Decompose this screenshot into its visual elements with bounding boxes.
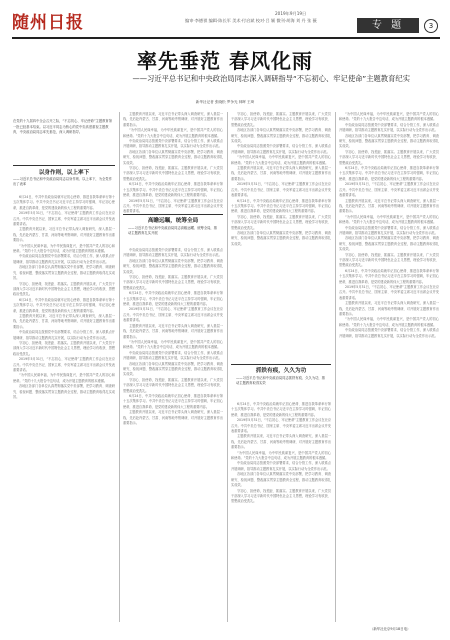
section-quote-2: ——习近平总书记和中央政治局同志高瞻远瞩、统筹全局，推动主题教育扎实开展 xyxy=(128,226,218,236)
paragraph: 各地区各部门各单位认真贯彻落实党中央部署，把学习教育、调查研究、检视问题、整改落实贯穿主题教育全过程，推动主题教育取得扎实成效。 xyxy=(123,361,223,377)
paragraph: 各地区各部门各单位认真贯彻落实党中央部署，把学习教育、调查研究、检视问题、整改落实贯穿主题教育全过程，推动主题教育取得扎实成效。 xyxy=(13,384,115,400)
paragraph: 2019年5月31日，“不忘初心、牢记使命”主题教育工作会议在北京召开。中共中央总书记、国家主席、中央军委主席习近平出席会议并发表重要讲话。 xyxy=(339,285,439,300)
paragraph: 6月24日，中共中央政治局就牢记初心使命、推进自我革命举行第十五次集体学习。中共中央总书记习近平在主持学习时强调，牢记初心使命，推进自我革命，是党的建设新的伟大工程的重要内容。 xyxy=(231,198,331,214)
paragraph: 6月24日，中共中央政治局就牢记初心使命、推进自我革命举行第十五次集体学习。中共中央总书记习近平在主持学习时强调，牢记初心使命，推进自我革命，是党的建设新的伟大工程的重要内容。 xyxy=(13,195,115,210)
paragraph: 守初心、担使命，找差距、抓落实。主题教育开展以来，广大党员干部深入学习习近平新时代中国特色社会主义思想，理论学习有收获、思想政治受洗礼。 xyxy=(123,166,223,181)
article-intro: 在党的十九届四中全会召开之际，“不忘初心、牢记使命”主题教育第一批已经基本结束。以习近平同志为核心的党中央高度重视主题教育，中央政治局同志率先垂范，深入调研指导。 xyxy=(13,119,113,135)
paragraph: “为中国人民谋幸福，为中华民族谋复兴，是中国共产党人的初心和使命。”党的十九大报告中这句话，成为开展主题教育的根本遵循。 xyxy=(231,155,331,165)
paragraph: 各地区各部门各单位认真贯彻落实党中央部署，把学习教育、调查研究、检视问题、整改落实贯穿主题教育全过程，推动主题教育取得扎实成效。 xyxy=(231,230,331,246)
paragraph: “为中国人民谋幸福，为中华民族谋复兴，是中国共产党人的初心和使命。”党的十九大报告中这句话，成为开展主题教育的根本遵循。 xyxy=(123,128,223,138)
text-column-4 xyxy=(339,112,439,620)
paragraph: 守初心、担使命，找差距、抓落实。主题教育开展以来，广大党员干部深入学习习近平新时代中国特色社会主义思想，理论学习有收获、思想政治受洗礼。 xyxy=(231,112,331,127)
newspaper-logo: 随州日报 xyxy=(12,13,84,33)
paragraph: “为中国人民谋幸福，为中华民族谋复兴，是中国共产党人的初心和使命。”党的十九大报告中这句话，成为开展主题教育的根本遵循。 xyxy=(339,112,439,122)
paragraph: 各地区各部门各单位认真贯彻落实党中央部署，把学习教育、调查研究、检视问题、整改落实贯穿主题教育全过程，推动主题教育取得扎实成效。 xyxy=(231,128,331,144)
section-label: 专 题 xyxy=(357,18,419,33)
issue-date: 2019年9月19日 xyxy=(275,11,307,16)
column-divider xyxy=(227,112,228,622)
paragraph: 2019年5月31日，“不忘初心、牢记使命”主题教育工作会议在北京召开。中共中央总书记、国家主席、中央军委主席习近平出席会议并发表重要讲话。 xyxy=(231,418,331,434)
paragraph: 主题教育开展以来，习近平总书记带头深入调查研究，深入基层一线，先后赴内蒙古、甘肃、河南等地考察调研，对开展好主题教育作出重要指示。 xyxy=(13,313,115,329)
text-column-1 xyxy=(13,195,115,620)
section-title-2: 高瞻远瞩，统筹全局 xyxy=(147,218,199,224)
paragraph: 主题教育开展以来，习近平总书记带头深入调查研究，深入基层一线，先后赴内蒙古、甘肃、河南等地考察调研，对开展好主题教育作出重要指示。 xyxy=(13,227,115,243)
paragraph: “为中国人民谋幸福，为中华民族谋复兴，是中国共产党人的初心和使命。”党的十九大报告中这句话，成为开展主题教育的根本遵循。 xyxy=(13,243,115,254)
paragraph: 中央政治局同志按照党中央部署要求，结合分管工作，深入联系点开展调研，指导推动主题教育扎实开展，以实际行动为全党作出示范。 xyxy=(123,350,223,361)
text-column-2-bottom xyxy=(123,248,223,622)
paragraph: 中央政治局同志按照党中央部署要求，结合分管工作，深入联系点开展调研，指导推动主题教育扎实开展，以实际行动为全党作出示范。 xyxy=(231,144,331,154)
paragraph: 6月24日，中共中央政治局就牢记初心使命、推进自我革命举行第十五次集体学习。中共中央总书记习近平在主持学习时强调，牢记初心使命，推进自我革命，是党的建设新的伟大工程的重要内容。 xyxy=(339,166,439,181)
paragraph: 2019年5月31日，“不忘初心、牢记使命”主题教育工作会议在北京召开。中共中央总书记、国家主席、中央军委主席习近平出席会议并发表重要讲话。 xyxy=(339,182,439,198)
paragraph: 6月24日，中共中央政治局就牢记初心使命、推进自我革命举行第十五次集体学习。中共中央总书记习近平在主持学习时强调，牢记初心使命，推进自我革命，是党的建设新的伟大工程的重要内容。 xyxy=(339,268,439,284)
section-title-1: 以身作则，以上率下 xyxy=(38,170,90,176)
paragraph: “为中国人民谋幸福，为中华民族谋复兴，是中国共产党人的初心和使命。”党的十九大报告中这句话，成为开展主题教育的根本遵循。 xyxy=(123,339,223,350)
paragraph: “为中国人民谋幸福，为中华民族谋复兴，是中国共产党人的初心和使命。”党的十九大报告中这句话，成为开展主题教育的根本遵循。 xyxy=(339,317,439,327)
paragraph: 2019年5月31日，“不忘初心、牢记使命”主题教育工作会议在北京召开。中共中央总书记、国家主席、中央军委主席习近平出席会议并发表重要讲话。 xyxy=(231,182,331,198)
paragraph: 2019年5月31日，“不忘初心、牢记使命”主题教育工作会议在北京召开。中共中央总书记、国家主席、中央军委主席习近平出席会议并发表重要讲话。 xyxy=(13,357,115,372)
text-column-3-bottom xyxy=(231,402,331,622)
subheadline: ——习近平总书记和中央政治局同志深入调研指导“不忘初心、牢记使命”主题教育纪实 xyxy=(132,74,410,83)
paragraph: 守初心、担使命，找差距、抓落实。主题教育开展以来，广大党员干部深入学习习近平新时代中国特色社会主义思想，理论学习有收获、思想政治受洗礼。 xyxy=(123,377,223,393)
section-rule xyxy=(123,214,223,215)
paragraph: 主题教育开展以来，习近平总书记带头深入调查研究，深入基层一线，先后赴内蒙古、甘肃、河南等地考察调研，对开展好主题教育作出重要指示。 xyxy=(123,323,223,339)
paragraph: “为中国人民谋幸福，为中华民族谋复兴，是中国共产党人的初心和使命。”党的十九大报告中这句话，成为开展主题教育的根本遵循。 xyxy=(231,450,331,461)
paragraph: 主题教育开展以来，习近平总书记带头深入调查研究，深入基层一线，先后赴内蒙古、甘肃、河南等地考察调研，对开展好主题教育作出重要指示。 xyxy=(123,410,223,425)
section-rule xyxy=(13,165,115,166)
section-quote-3: ——习近平总书记和中央政治局同志抓铁有痕、久久为功，推动主题教育取得实效 xyxy=(236,376,326,386)
paragraph: 6月24日，中共中央政治局就牢记初心使命、推进自我革命举行第十五次集体学习。中共中央总书记习近平在主持学习时强调，牢记初心使命，推进自我革命，是党的建设新的伟大工程的重要内容。 xyxy=(13,297,115,313)
paragraph: 各地区各部门各单位认真贯彻落实党中央部署，把学习教育、调查研究、检视问题、整改落实贯穿主题教育全过程，推动主题教育取得扎实成效。 xyxy=(123,258,223,274)
paragraph: 主题教育开展以来，习近平总书记带头深入调查研究，深入基层一线，先后赴内蒙古、甘肃、河南等地考察调研，对开展好主题教育作出重要指示。 xyxy=(339,198,439,214)
paragraph: 各地区各部门各单位认真贯彻落实党中央部署，把学习教育、调查研究、检视问题、整改落实贯穿主题教育全过程，推动主题教育取得扎实成效。 xyxy=(123,149,223,165)
editor-line: 编审·李德祺 编辑·陈长军 美术·付启斌 校对·吕 颖 微刊·胡海 刘 丹 张 薇 xyxy=(185,18,317,23)
section-title-3: 抓铁有痕，久久为功 xyxy=(255,368,307,374)
masthead-rule xyxy=(12,37,440,39)
masthead xyxy=(0,0,450,40)
paragraph: 主题教育开展以来，习近平总书记带头深入调查研究，深入基层一线，先后赴内蒙古、甘肃、河南等地考察调研，对开展好主题教育作出重要指示。 xyxy=(123,112,223,127)
paragraph: 主题教育开展以来，习近平总书记带头深入调查研究，深入基层一线，先后赴内蒙古、甘肃、河南等地考察调研，对开展好主题教育作出重要指示。 xyxy=(339,301,439,317)
paragraph: 中央政治局同志按照党中央部署要求，结合分管工作，深入联系点开展调研，指导推动主题教育扎实开展，以实际行动为全党作出示范。 xyxy=(123,248,223,258)
article-footer: （新华社北京9月18日电） xyxy=(370,627,411,631)
paragraph: 中央政治局同志按照党中央部署要求，结合分管工作，深入联系点开展调研，指导推动主题教育扎实开展，以实际行动为全党作出示范。 xyxy=(339,328,439,338)
paragraph: 6月24日，中共中央政治局就牢记初心使命、推进自我革命举行第十五次集体学习。中共中央总书记习近平在主持学习时强调，牢记初心使命，推进自我革命，是党的建设新的伟大工程的重要内容。 xyxy=(123,182,223,198)
column-divider xyxy=(335,112,336,622)
paragraph: 2019年5月31日，“不忘初心、牢记使命”主题教育工作会议在北京召开。中共中央总书记、国家主席、中央军委主席习近平出席会议并发表重要讲话。 xyxy=(123,307,223,323)
paragraph: 守初心、担使命，找差距、抓落实。主题教育开展以来，广大党员干部深入学习习近平新时代中国特色社会主义思想，理论学习有收获、思想政治受洗礼。 xyxy=(13,340,115,356)
paragraph: 2019年5月31日，“不忘初心、牢记使命”主题教育工作会议在北京召开。中共中央总书记、国家主席、中央军委主席习近平出席会议并发表重要讲话。 xyxy=(123,198,223,214)
paragraph: 主题教育开展以来，习近平总书记带头深入调查研究，深入基层一线，先后赴内蒙古、甘肃、河南等地考察调研，对开展好主题教育作出重要指示。 xyxy=(231,434,331,450)
paragraph: 6月24日，中共中央政治局就牢记初心使命、推进自我革命举行第十五次集体学习。中共中央总书记习近平在主持学习时强调，牢记初心使命，推进自我革命，是党的建设新的伟大工程的重要内容。 xyxy=(123,393,223,409)
paragraph: 主题教育开展以来，习近平总书记带头深入调查研究，深入基层一线，先后赴内蒙古、甘肃、河南等地考察调研，对开展好主题教育作出重要指示。 xyxy=(231,166,331,181)
paragraph: 各地区各部门各单位认真贯彻落实党中央部署，把学习教育、调查研究、检视问题、整改落实贯穿主题教育全过程，推动主题教育取得扎实成效。 xyxy=(13,265,115,281)
paragraph: 中央政治局同志按照党中央部署要求，结合分管工作，深入联系点开展调研，指导推动主题教育扎实开展，以实际行动为全党作出示范。 xyxy=(13,330,115,340)
paragraph: 中央政治局同志按照党中央部署要求，结合分管工作，深入联系点开展调研，指导推动主题教育扎实开展，以实际行动为全党作出示范。 xyxy=(339,225,439,235)
paragraph: 守初心、担使命，找差距、抓落实。主题教育开展以来，广大党员干部深入学习习近平新时代中国特色社会主义思想，理论学习有收获、思想政治受洗礼。 xyxy=(123,275,223,290)
paragraph: 守初心、担使命，找差距、抓落实。主题教育开展以来，广大党员干部深入学习习近平新时代中国特色社会主义思想，理论学习有收获、思想政治受洗礼。 xyxy=(13,281,115,297)
paragraph: 中央政治局同志按照党中央部署要求，结合分管工作，深入联系点开展调研，指导推动主题教育扎实开展，以实际行动为全党作出示范。 xyxy=(123,139,223,149)
paragraph: 各地区各部门各单位认真贯彻落实党中央部署，把学习教育、调查研究、检视问题、整改落实贯穿主题教育全过程，推动主题教育取得扎实成效。 xyxy=(339,236,439,252)
paragraph: 各地区各部门各单位认真贯彻落实党中央部署，把学习教育、调查研究、检视问题、整改落实贯穿主题教育全过程，推动主题教育取得扎实成效。 xyxy=(339,133,439,149)
paragraph: 6月24日，中共中央政治局就牢记初心使命、推进自我革命举行第十五次集体学习。中共中央总书记习近平在主持学习时强调，牢记初心使命，推进自我革命，是党的建设新的伟大工程的重要内容。 xyxy=(123,291,223,307)
paragraph: 守初心、担使命，找差距、抓落实。主题教育开展以来，广大党员干部深入学习习近平新时代中国特色社会主义思想，理论学习有收获、思想政治受洗礼。 xyxy=(231,214,331,230)
paragraph: 6月24日，中共中央政治局就牢记初心使命、推进自我革命举行第十五次集体学习。中共中央总书记习近平在主持学习时强调，牢记初心使命，推进自我革命，是党的建设新的伟大工程的重要内容。 xyxy=(231,402,331,417)
paragraph: 中央政治局同志按照党中央部署要求，结合分管工作，深入联系点开展调研，指导推动主题教育扎实开展，以实际行动为全党作出示范。 xyxy=(339,122,439,133)
paragraph: 中央政治局同志按照党中央部署要求，结合分管工作，深入联系点开展调研，指导推动主题教育扎实开展，以实际行动为全党作出示范。 xyxy=(13,254,115,264)
paragraph: “为中国人民谋幸福，为中华民族谋复兴，是中国共产党人的初心和使命。”党的十九大报告中这句话，成为开展主题教育的根本遵循。 xyxy=(13,373,115,383)
paragraph: 守初心、担使命，找差距、抓落实。主题教育开展以来，广大党员干部深入学习习近平新时代中国特色社会主义思想，理论学习有收获、思想政治受洗礼。 xyxy=(231,488,331,504)
issue-meta xyxy=(185,10,365,24)
paragraph: 守初心、担使命，找差距、抓落实。主题教育开展以来，广大党员干部深入学习习近平新时代中国特色社会主义思想，理论学习有收获、思想政治受洗礼。 xyxy=(339,252,439,268)
section-quote-1: ——习近平总书记和中央政治局同志以身作则、以上率下，为全党作出了表率 xyxy=(13,177,112,187)
paragraph: 2019年5月31日，“不忘初心、牢记使命”主题教育工作会议在北京召开。中共中央总书记、国家主席、中央军委主席习近平出席会议并发表重要讲话。 xyxy=(13,211,115,227)
paragraph: 中央政治局同志按照党中央部署要求，结合分管工作，深入联系点开展调研，指导推动主题教育扎实开展，以实际行动为全党作出示范。 xyxy=(231,461,331,471)
page-number: 3 xyxy=(424,19,438,33)
byline: 新华社记者 张晓松 罗争光 林晖 王琦 xyxy=(195,100,255,104)
paragraph: 守初心、担使命，找差距、抓落实。主题教育开展以来，广大党员干部深入学习习近平新时代中国特色社会主义思想，理论学习有收获、思想政治受洗礼。 xyxy=(339,149,439,165)
text-column-3-top xyxy=(231,112,331,360)
column-divider xyxy=(119,112,120,622)
headline: 率先垂范 春风化雨 xyxy=(137,49,313,73)
paragraph: 各地区各部门各单位认真贯彻落实党中央部署，把学习教育、调查研究、检视问题、整改落实贯穿主题教育全过程，推动主题教育取得扎实成效。 xyxy=(231,472,331,488)
section-rule xyxy=(231,364,331,365)
paragraph: “为中国人民谋幸福，为中华民族谋复兴，是中国共产党人的初心和使命。”党的十九大报告中这句话，成为开展主题教育的根本遵循。 xyxy=(339,214,439,225)
